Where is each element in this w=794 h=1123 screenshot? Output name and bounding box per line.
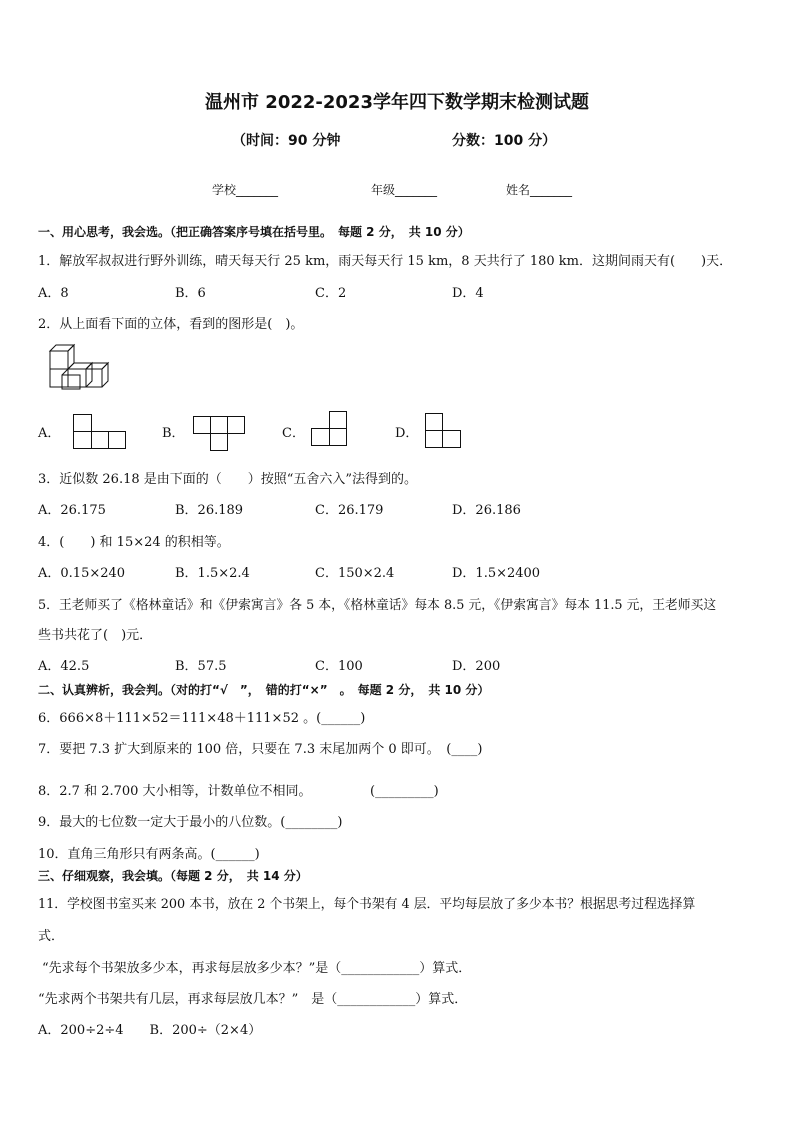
q11-stem-line1: 11．学校图书室买来 200 本书，放在 2 个书架上，每个书架有 4 层．平均每层放了多少本书？根据思考过程选择算 (38, 897, 696, 912)
q8-stem: 8．2.7 和 2.700 大小相等，计数单位不相同。 (_________) (38, 784, 439, 799)
q4-option-b[interactable]: B．1.5×2.4 (175, 566, 250, 581)
exam-score: 分数：100 分） (452, 133, 557, 149)
q11-prompt-2: “先求两个书架共有几层，再求每层放几本？” 是（____________）算式． (38, 992, 468, 1007)
top-view-a-icon (73, 414, 127, 450)
q4-option-d[interactable]: D．1.5×2400 (452, 566, 541, 581)
q11-options: A．200÷2÷4 B．200÷（2×4） (38, 1023, 262, 1038)
q1-option-c[interactable]: C．2 (315, 286, 347, 301)
q4-option-c[interactable]: C．150×2.4 (315, 566, 395, 581)
q3-option-b[interactable]: B．26.189 (175, 503, 244, 518)
q3-stem: 3．近似数 26.18 是由下面的（ ）按照“五舍六入”法得到的。 (38, 472, 418, 487)
q5-stem-line2: 些书共花了( )元． (38, 628, 153, 643)
q5-option-a[interactable]: A．42.5 (38, 659, 90, 674)
q1-option-b[interactable]: B．6 (175, 286, 206, 301)
q6-stem: 6．666×8＋111×52＝111×48＋111×52 。(______) (38, 711, 366, 726)
q5-option-b[interactable]: B．57.5 (175, 659, 227, 674)
q2-option-c[interactable]: C． (282, 426, 305, 441)
q3-option-c[interactable]: C．26.179 (315, 503, 384, 518)
q11-prompt-1: “先求每个书架放多少本，再求每层放多少本？”是（____________）算式． (42, 961, 472, 976)
school-field[interactable]: 学校_______ (212, 183, 279, 197)
cube-stack-figure-icon (46, 343, 112, 391)
top-view-b-icon (193, 416, 247, 452)
q5-stem-line1: 5．王老师买了《格林童话》和《伊索寓言》各 5 本，《格林童话》每本 8.5 元，《伊索寓言》每本 11.5 元，王老师买这 (38, 598, 717, 613)
grade-field[interactable]: 年级_______ (371, 183, 438, 197)
q3-option-a[interactable]: A．26.175 (38, 503, 106, 518)
q1-option-a[interactable]: A．8 (38, 286, 69, 301)
top-view-d-icon (425, 413, 463, 449)
name-field[interactable]: 姓名_______ (506, 183, 573, 197)
q4-option-a[interactable]: A．0.15×240 (38, 566, 126, 581)
section3-heading: 三、仔细观察，我会填。（每题 2 分， 共 14 分） (38, 869, 308, 883)
q5-option-d[interactable]: D．200 (452, 659, 501, 674)
q4-stem: 4．( ) 和 15×24 的积相等。 (38, 535, 230, 550)
section1-heading: 一、用心思考，我会选。（把正确答案序号填在括号里。 每题 2 分， 共 10 分） (38, 225, 470, 239)
q2-option-d[interactable]: D． (395, 426, 419, 441)
q10-stem: 10．直角三角形只有两条高。(______) (38, 847, 260, 862)
q3-option-d[interactable]: D．26.186 (452, 503, 521, 518)
q2-stem: 2．从上面看下面的立体，看到的图形是( )。 (38, 317, 304, 332)
q9-stem: 9．最大的七位数一定大于最小的八位数。(________) (38, 815, 343, 830)
q1-option-d[interactable]: D．4 (452, 286, 484, 301)
section2-heading: 二、认真辨析，我会判。（对的打“√ ”， 错的打“×” 。 每题 2 分， 共 10 分） (38, 683, 490, 697)
exam-time: （时间：90 分钟 (232, 133, 341, 149)
q2-option-b[interactable]: B． (162, 426, 185, 441)
q1-stem: 1．解放军叔叔进行野外训练，晴天每天行 25 km，雨天每天行 15 km，8 天共行了 180 km．这期间雨天有( )天． (38, 254, 733, 269)
q2-option-a[interactable]: A． (38, 426, 61, 441)
q11-stem-line2: 式． (38, 929, 65, 944)
q5-option-c[interactable]: C．100 (315, 659, 363, 674)
top-view-c-icon (311, 411, 349, 447)
q7-stem: 7．要把 7.3 扩大到原来的 100 倍，只要在 7.3 末尾加两个 0 即可。 (____) (38, 742, 483, 757)
page-title: 温州市 2022-2023学年四下数学期末检测试题 (205, 92, 589, 113)
